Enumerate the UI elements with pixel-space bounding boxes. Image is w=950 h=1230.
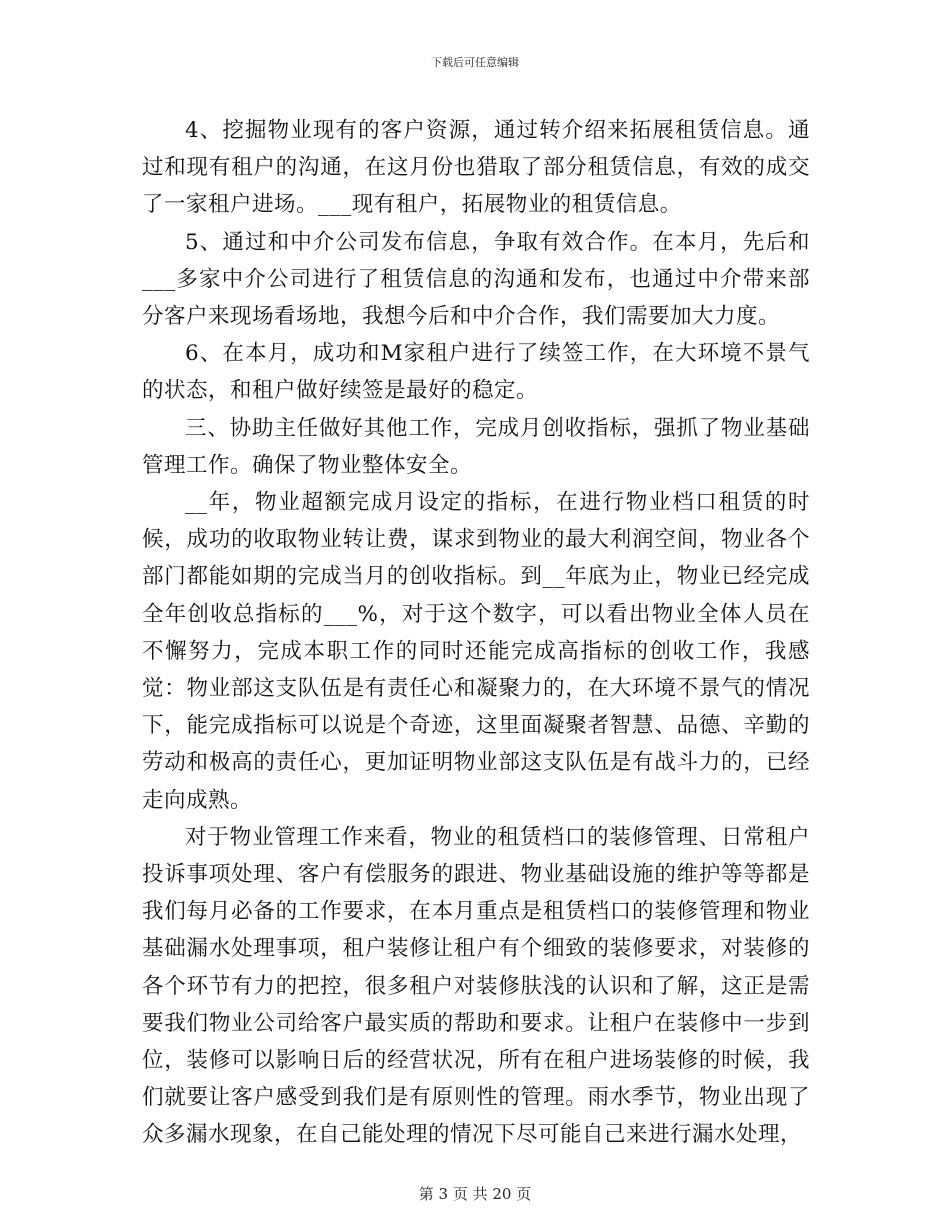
section-heading-three: 三、协助主任做好其他工作，完成月创收指标，强抓了物业基础管理工作。确保了物业整体安全。: [142, 415, 810, 478]
paragraph-annual-summary: __年，物业超额完成月设定的指标，在进行物业档口租赁的时候，成功的收取物业转让费，谋求到物业的最大利润空间，物业各个部门都能如期的完成当月的创收指标。到__年底为止，物业已经完成全年创收总指标的___%，对于这个数字，可以看出物业全体人员在不懈努力，完成本职工作的同时还能完成高指标的创收工作，我感觉：物业部这支队伍是有责任心和凝聚力的，在大环境不景气的情况下，能完成指标可以说是个奇迹，这里面凝聚者智慧、品德、辛勤的劳动和极高的责任心，更加证明物业部这支队伍是有战斗力的，已经走向成熟。: [142, 490, 810, 813]
paragraph-item-6: 6、在本月，成功和M家租户进行了续签工作，在大环境不景气的状态，和租户做好续签是最好的稳定。: [142, 341, 810, 404]
page-header-note: 下载后可任意编辑: [431, 56, 519, 69]
paragraph-property-management: 对于物业管理工作来看，物业的租赁档口的装修管理、日常租户投诉事项处理、客户有偿服务的跟进、物业基础设施的维护等等都是我们每月必备的工作要求，在本月重点是租赁档口的装修管理和物业基础漏水处理事项，租户装修让租户有个细致的装修要求，对装修的各个环节有力的把控，很多租户对装修肤浅的认识和了解，这正是需要我们物业公司给客户最实质的帮助和要求。让租户在装修中一步到位，装修可以影响日后的经营状况，所有在租户进场装修的时候，我们就要让客户感受到我们是有原则性的管理。雨水季节，物业出现了众多漏水现象，在自己能处理的情况下尽可能自己来进行漏水处理，: [142, 824, 810, 1148]
paragraph-item-5: 5、通过和中介公司发布信息，争取有效合作。在本月，先后和___多家中介公司进行了租赁信息的沟通和发布，也通过中介带来部分客户来现场看场地，我想今后和中介合作，我们需要加大力度。: [142, 229, 810, 330]
page-number: 第 3 页 共 20 页: [418, 1185, 532, 1203]
paragraph-item-4: 4、挖掘物业现有的客户资源，通过转介绍来拓展租赁信息。通过和现有租户的沟通，在这月份也猎取了部分租赁信息，有效的成交了一家租户进场。___现有租户，拓展物业的租赁信息。: [142, 118, 810, 218]
body-text: [142, 112, 810, 1154]
